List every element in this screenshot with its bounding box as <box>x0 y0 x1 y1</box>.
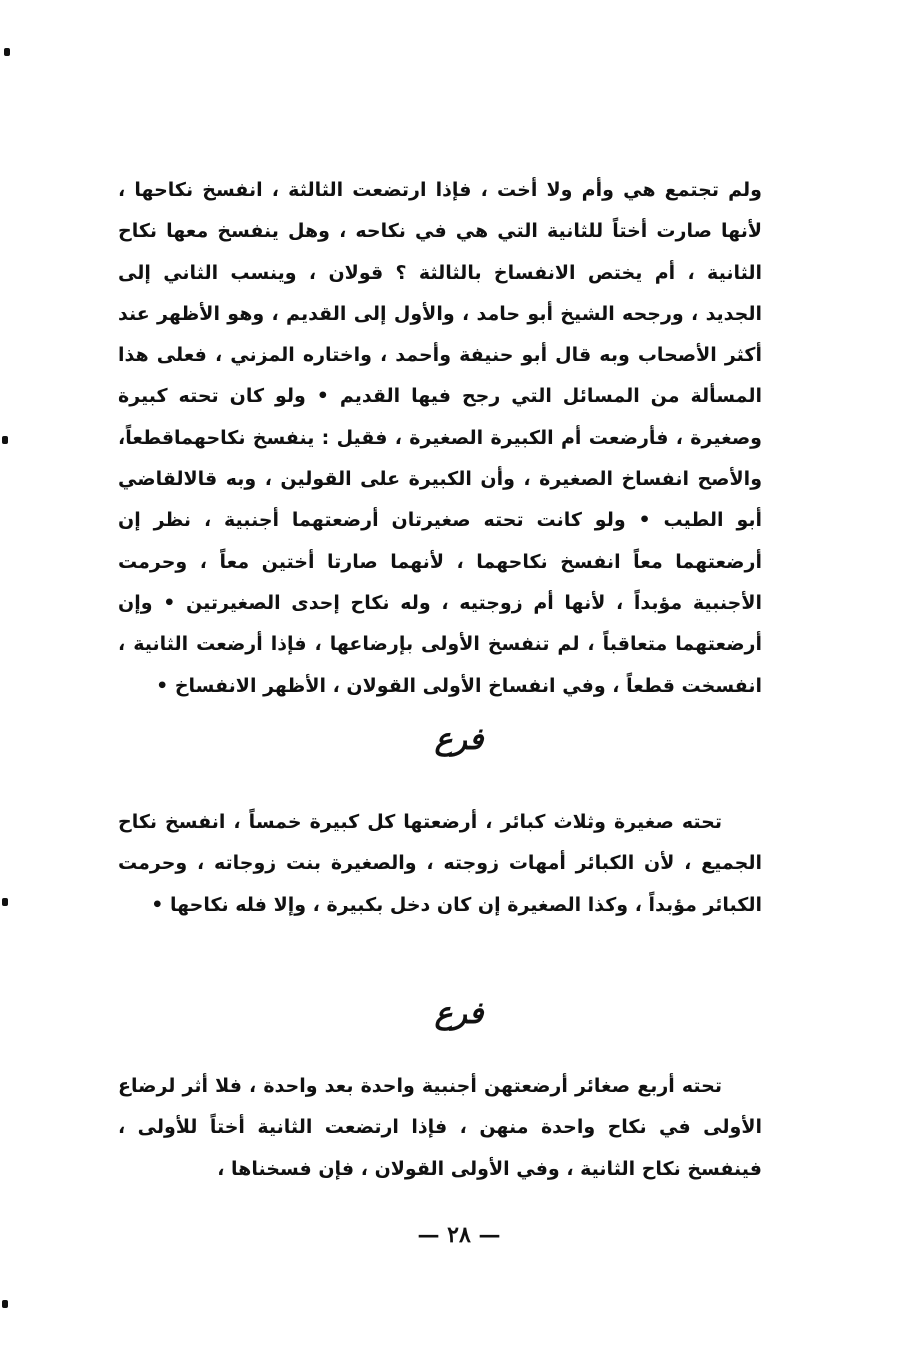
page-number: — ٢٨ — <box>417 1222 501 1248</box>
paragraph: تحته أربع صغائر أرضعتهن أجنبية واحدة بعد واحدة ، فلا أثر لرضاع الأولى في نكاح واحدة منهن ، فإذا ارتضعت الثانية أختاً للأولى ، فينفسخ نكاح الثانية ، وفي الأولى القولان ، فإن فسخناها ، <box>118 1075 762 1180</box>
margin-mark <box>2 898 8 906</box>
section-heading-far: فرع <box>434 996 484 1031</box>
margin-mark <box>2 1300 8 1308</box>
section-heading-far: فرع <box>434 722 484 757</box>
paragraph: ولم تجتمع هي وأم ولا أخت ، فإذا ارتضعت الثالثة ، انفسخ نكاحها ، لأنها صارت أختاً للثانية التي هي في نكاحه ، وهل ينفسخ معها نكاح الثانية ، أم يختص الانفساخ بالثالثة ؟ قولان ، وينسب الثاني إلى الجديد ، ورجحه الشيخ أبو حامد ، والأول إلى القديم ، وهو الأظهر عند أكثر الأصحاب وبه قال أبو حنيفة وأحمد ، واختاره المزني ، فعلى هذا المسألة من المسائل التي رجح فيها القديم • ولو كان تحته كبيرة وصغيرة ، فأرضعت أم الكبيرة الصغيرة ، فقيل : ينفسخ نكاحهماقطعاً، والأصح انفساخ الصغيرة ، وأن الكبيرة على القولين ، وبه قالالقاضي أبو الطيب • ولو كانت تحته صغيرتان أرضعتهما أجنبية ، نظر إن أرضعتهما معاً انفسخ نكاحهما ، لأنهما صارتا أختين معاً ، وحرمت الأجنبية مؤبداً ، لأنها أم زوجتيه ، وله نكاح إحدى الصغيرتين • وإن أرضعتهما متعاقباً ، لم تنفسخ الأولى بإرضاعها ، فإذا أرضعت الثانية ، انفسخت قطعاً ، وفي انفساخ الأولى القولان ، الأظهر الانفساخ • <box>118 179 762 697</box>
section-1-text <box>118 170 762 707</box>
margin-mark <box>2 436 8 444</box>
section-2-text <box>118 802 762 926</box>
margin-mark <box>4 48 10 56</box>
paragraph: تحته صغيرة وثلاث كبائر ، أرضعتها كل كبيرة خمساً ، انفسخ نكاح الجميع ، لأن الكبائر أمهات زوجته ، والصغيرة بنت زوجاته ، وحرمت الكبائر مؤبداً ، وكذا الصغيرة إن كان دخل بكبيرة ، وإلا فله نكاحها • <box>118 811 762 916</box>
section-3-text <box>118 1066 762 1190</box>
